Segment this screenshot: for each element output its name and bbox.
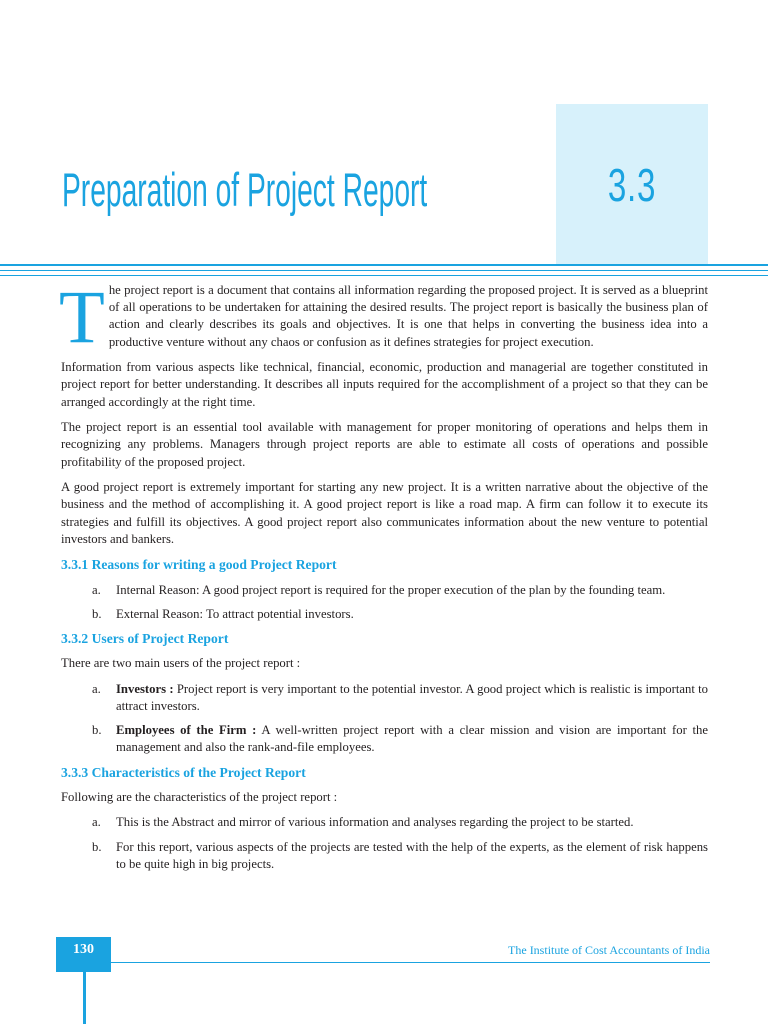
users-intro: There are two main users of the project report : xyxy=(61,656,301,671)
list-marker: a. xyxy=(92,582,101,597)
page-title: Preparation of Project Report xyxy=(62,163,428,216)
page-number-line xyxy=(83,970,86,1024)
list-item xyxy=(61,839,708,873)
list-item-text: Project report is very important to the potential investor. A good project which is realistic is important to attract investors. xyxy=(116,681,708,714)
section-heading-reasons: 3.3.1 Reasons for writing a good Project Report xyxy=(61,557,337,573)
body-text xyxy=(59,276,708,880)
list-item xyxy=(61,606,708,623)
list-item xyxy=(61,722,708,756)
intro-paragraph-3: The project report is an essential tool available with management for proper monitoring of operations and helps them in recognizing any problems. Managers through project reports are able to estimate all costs of operations and possible profitability of the proposed project. xyxy=(61,420,708,469)
header-rule-middle xyxy=(0,270,768,271)
list-marker: b. xyxy=(92,839,102,854)
footer-rule xyxy=(111,962,710,963)
chapter-number: 3.3 xyxy=(607,159,657,211)
list-item-text: For this report, various aspects of the projects are tested with the help of the experts, as the element of risk happens to be quite high in big projects. xyxy=(116,839,708,871)
section-heading-users: 3.3.2 Users of Project Report xyxy=(61,631,229,647)
list-marker: a. xyxy=(92,681,101,696)
list-item-term: Employees of the Firm : xyxy=(116,723,257,738)
list-item xyxy=(61,582,708,599)
header-rule-bottom xyxy=(0,275,768,276)
footer-publisher: The Institute of Cost Accountants of India xyxy=(508,943,710,957)
list-item-text: Internal Reason: A good project report is required for the proper execution of the plan by the founding team. xyxy=(116,582,666,597)
page-number: 130 xyxy=(56,937,111,972)
drop-cap: T xyxy=(59,276,105,359)
list-item xyxy=(61,681,708,715)
characteristics-intro: Following are the characteristics of the project report : xyxy=(61,789,338,804)
header-rule-top xyxy=(0,264,768,266)
list-item-text: External Reason: To attract potential investors. xyxy=(116,606,354,621)
list-marker: b. xyxy=(92,606,102,621)
list-item xyxy=(61,814,708,831)
intro-paragraph-1-text: he project report is a document that contains all information regarding the proposed project. It is served as a blueprint of all operations to be undertaken for attaining the desired results. The project report is basically the business plan of action and clearly describes its goals and objectives. It is one that helps in converting the business idea into a productive venture without any chaos or confusion as it defines strategies for project execution. xyxy=(108,283,708,349)
list-item-term: Investors : xyxy=(116,681,174,696)
section-heading-characteristics: 3.3.3 Characteristics of the Project Report xyxy=(61,764,306,780)
reasons-list xyxy=(61,582,708,623)
intro-paragraph-4: A good project report is extremely important for starting any new project. It is a written narrative about the objective of the business and the method of accomplishing it. A good project report is like a road map. A firm can follow it to execute its strategies and fulfill its objectives. A good project report also communicates information about the new venture to potential investors and bankers. xyxy=(61,480,708,546)
list-item-text: A well-written project report with a clear mission and vision are important for the management and also the rank-and-file employees. xyxy=(116,723,708,755)
intro-paragraph-2: Information from various aspects like technical, financial, economic, production and managerial are together constituted in project report for better understanding. It describes all inputs required for the accomplishment of a project so that they can be arranged accordingly at the right time. xyxy=(61,360,708,409)
list-marker: a. xyxy=(92,815,101,830)
users-list xyxy=(61,681,708,757)
list-item-text: This is the Abstract and mirror of various information and analyses regarding the project to be started. xyxy=(116,815,634,830)
list-marker: b. xyxy=(92,723,102,738)
characteristics-list xyxy=(61,814,708,873)
intro-paragraph-1 xyxy=(59,276,708,359)
